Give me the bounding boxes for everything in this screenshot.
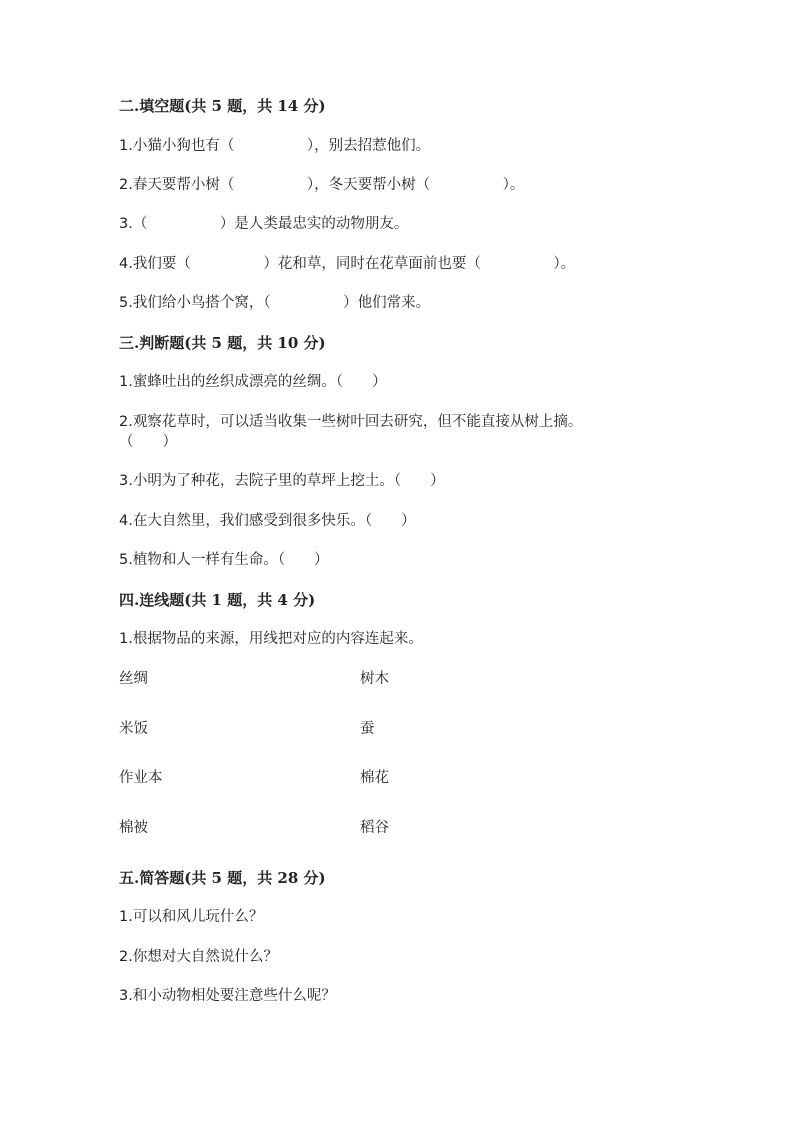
short-question-1: 1.可以和风儿玩什么？ [119,909,264,925]
match-left-item: 米饭 [119,721,148,737]
match-right-item: 棉花 [360,770,389,786]
match-left-item: 棉被 [119,820,148,836]
short-question-3: 3.和小动物相处要注意些什么呢？ [119,988,336,1004]
judge-question-1: 1.蜜蜂吐出的丝织成漂亮的丝绸。（ ） [119,374,387,390]
match-right-item: 蚕 [360,721,375,737]
section-5-heading: 五.简答题(共 5 题，共 28 分) [119,869,326,887]
judge-question-2: 2.观察花草时，可以适当收集一些树叶回去研究，但不能直接从树上摘。 [119,414,583,430]
fill-question-2: 2.春天要帮小树（ ），冬天要帮小树（ ）。 [119,177,525,193]
match-right-item: 稻谷 [360,820,389,836]
judge-question-2-blank: （ ） [119,434,177,450]
short-question-2: 2.你想对大自然说什么？ [119,949,278,965]
section-4-heading: 四.连线题(共 1 题，共 4 分) [119,591,316,609]
match-question-1: 1.根据物品的来源，用线把对应的内容连起来。 [119,631,423,647]
judge-question-4: 4.在大自然里，我们感受到很多快乐。（ ） [119,513,416,529]
judge-question-5: 5.植物和人一样有生命。（ ） [119,552,329,568]
fill-question-3: 3.（ ）是人类最忠实的动物朋友。 [119,216,409,232]
fill-question-4: 4.我们要（ ）花和草，同时在花草面前也要（ ）。 [119,256,576,272]
match-left-item: 丝绸 [119,671,148,687]
fill-question-5: 5.我们给小鸟搭个窝，（ ）他们常来。 [119,295,431,311]
section-2-heading: 二.填空题(共 5 题，共 14 分) [119,97,326,115]
match-left-item: 作业本 [119,770,163,786]
judge-question-3: 3.小明为了种花，去院子里的草坪上挖土。（ ） [119,473,445,489]
match-right-item: 树木 [360,671,389,687]
fill-question-1: 1.小猫小狗也有（ ），别去招惹他们。 [119,138,431,154]
section-3-heading: 三.判断题(共 5 题，共 10 分) [119,334,326,352]
